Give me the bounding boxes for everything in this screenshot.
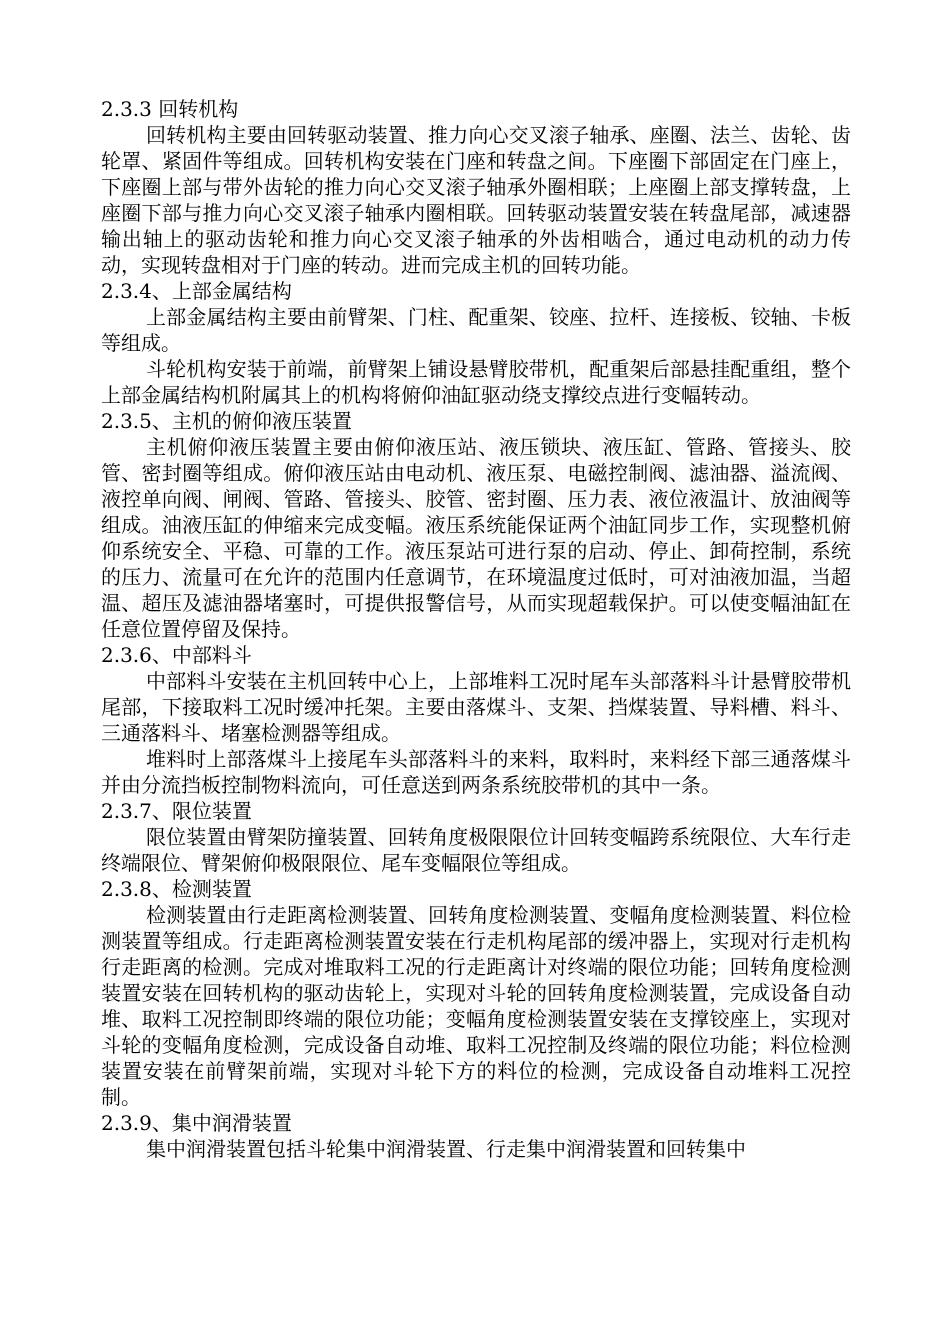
section-heading: 2.3.3 回转机构 [101, 97, 239, 121]
section-2-3-5 [101, 408, 851, 642]
section-2-3-4 [101, 278, 851, 408]
section-paragraph: 限位装置由臂架防撞装置、回转角度极限限位计回转变幅跨系统限位、大车行走终端限位、臂架俯仰极限限位、尾车变幅限位等组成。 [101, 825, 851, 875]
section-heading: 2.3.5、主机的俯仰液压装置 [101, 409, 352, 433]
section-2-3-8 [101, 876, 851, 1110]
section-paragraph: 主机俯仰液压装置主要由俯仰液压站、液压锁块、液压缸、管路、管接头、胶管、密封圈等组成。俯仰液压站由电动机、液压泵、电磁控制阀、滤油器、溢流阀、液控单向阀、闸阀、管路、管接头、胶管、密封圈、压力表、液位液温计、放油阀等组成。油液压缸的伸缩来完成变幅。液压系统能保证两个油缸同步工作，实现整机俯仰系统安全、平稳、可靠的工作。液压泵站可进行泵的启动、停止、卸荷控制，系统的压力、流量可在允许的范围内任意调节，在环境温度过低时，可对油液加温，当超温、超压及滤油器堵塞时，可提供报警信号，从而实现超载保护。可以使变幅油缸在任意位置停留及保持。 [101, 435, 851, 641]
section-paragraph: 回转机构主要由回转驱动装置、推力向心交叉滚子轴承、座圈、法兰、齿轮、齿轮罩、紧固件等组成。回转机构安装在门座和转盘之间。下座圈下部固定在门座上，下座圈上部与带外齿轮的推力向心交叉滚子轴承外圈相联；上座圈上部支撑转盘，上座圈下部与推力向心交叉滚子轴承内圈相联。回转驱动装置安装在转盘尾部，减速器输出轴上的驱动齿轮和推力向心交叉滚子轴承的外齿相啮合，通过电动机的动力传动，实现转盘相对于门座的转动。进而完成主机的回转功能。 [101, 123, 851, 277]
section-2-3-9 [101, 1110, 851, 1162]
section-paragraph: 堆料时上部落煤斗上接尾车头部落料斗的来料，取料时，来料经下部三通落煤斗并由分流挡板控制物料流向，可任意送到两条系统胶带机的其中一条。 [101, 747, 851, 797]
section-paragraph: 集中润滑装置包括斗轮集中润滑装置、行走集中润滑装置和回转集中 [146, 1137, 746, 1161]
section-heading: 2.3.9、集中润滑装置 [101, 1111, 292, 1135]
section-2-3-7 [101, 798, 851, 876]
section-paragraph: 上部金属结构主要由前臂架、门柱、配重架、铰座、拉杆、连接板、铰轴、卡板等组成。 [101, 305, 851, 355]
section-heading: 2.3.4、上部金属结构 [101, 279, 292, 303]
section-2-3-3 [101, 96, 851, 278]
document-body [101, 96, 851, 1162]
section-paragraph: 斗轮机构安装于前端，前臂架上铺设悬臂胶带机，配重架后部悬挂配重组，整个上部金属结构机附属其上的机构将俯仰油缸驱动绕支撑绞点进行变幅转动。 [101, 357, 851, 407]
section-2-3-6 [101, 642, 851, 798]
section-paragraph: 中部料斗安装在主机回转中心上，上部堆料工况时尾车头部落料斗计悬臂胶带机尾部，下接取料工况时缓冲托架。主要由落煤斗、支架、挡煤装置、导料槽、料斗、三通落料斗、堵塞检测器等组成。 [101, 669, 851, 745]
section-heading: 2.3.8、检测装置 [101, 877, 252, 901]
section-heading: 2.3.7、限位装置 [101, 799, 252, 823]
section-paragraph: 检测装置由行走距离检测装置、回转角度检测装置、变幅角度检测装置、料位检测装置等组成。行走距离检测装置安装在行走机构尾部的缓冲器上，实现对行走机构行走距离的检测。完成对堆取料工况的行走距离计对终端的限位功能；回转角度检测装置安装在回转机构的驱动齿轮上，实现对斗轮的回转角度检测装置，完成设备自动堆、取料工况控制即终端的限位功能；变幅角度检测装置安装在支撑铰座上，实现对斗轮的变幅角度检测，完成设备自动堆、取料工况控制及终端的限位功能；料位检测装置安装在前臂架前端，实现对斗轮下方的料位的检测，完成设备自动堆料工况控制。 [101, 903, 851, 1109]
section-heading: 2.3.6、中部料斗 [101, 643, 252, 667]
